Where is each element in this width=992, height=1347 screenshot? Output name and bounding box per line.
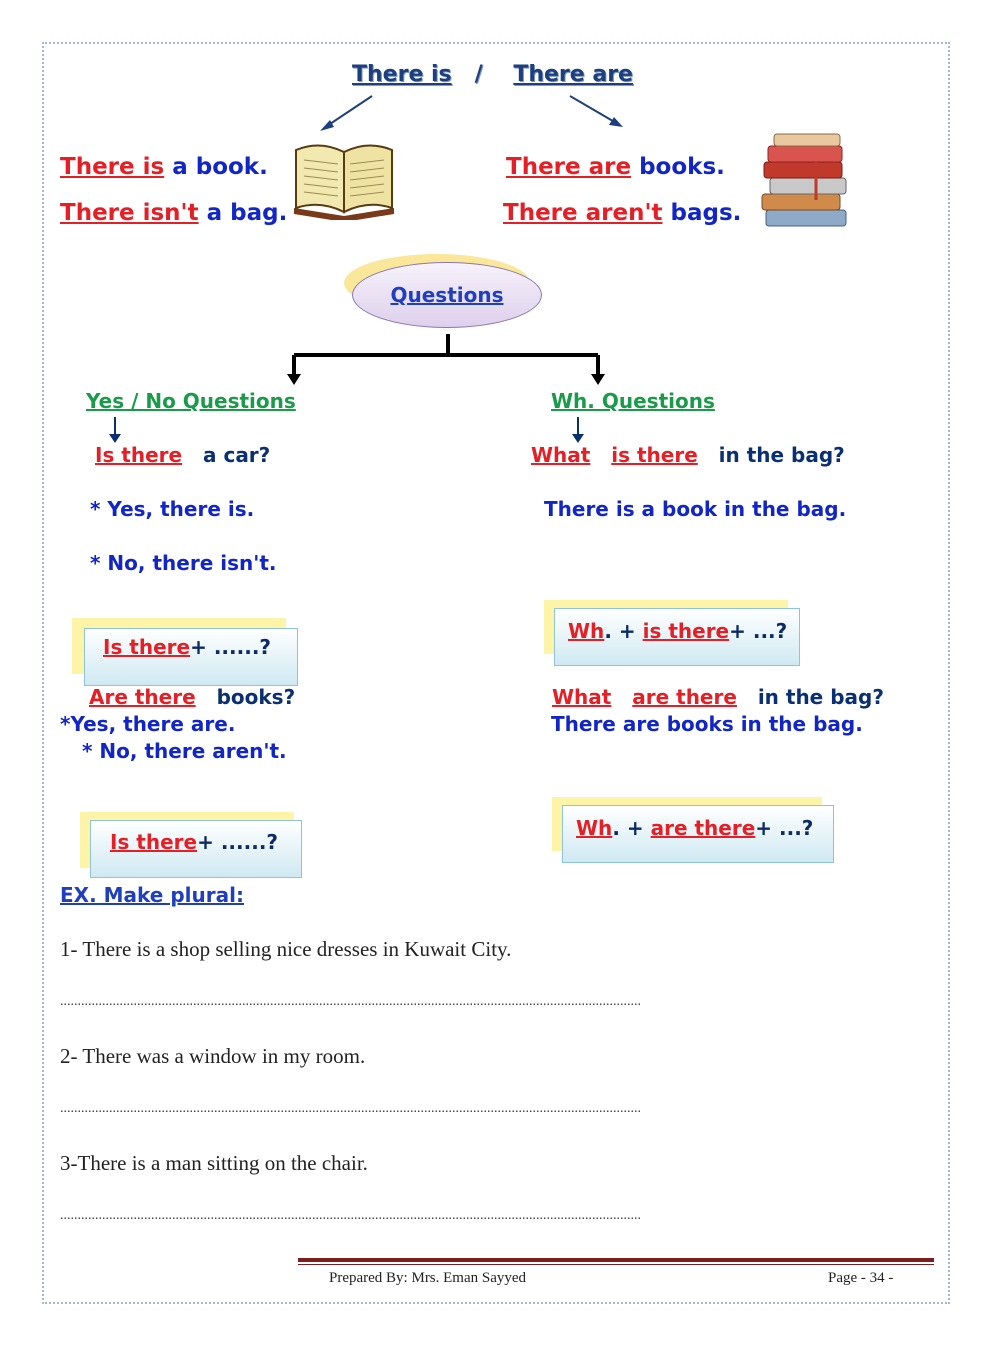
word-wh: Wh bbox=[576, 816, 613, 840]
phrase-there-isnt: There isn't bbox=[60, 200, 199, 226]
answer-no-plural: * No, there aren't. bbox=[82, 739, 287, 763]
wh-arrow bbox=[569, 416, 587, 444]
footer-rule-thick bbox=[298, 1258, 934, 1262]
answer-yes-plural: *Yes, there are. bbox=[60, 712, 236, 736]
open-book-icon bbox=[288, 138, 400, 220]
formula-box-is-there-1 bbox=[72, 618, 298, 690]
questions-label: Questions bbox=[390, 283, 504, 307]
wh-question-plural bbox=[552, 685, 884, 709]
answer-blank-3[interactable]: ...................................................................................................................................................................... bbox=[60, 1208, 641, 1223]
page-title bbox=[352, 62, 633, 87]
formula-label bbox=[103, 635, 271, 659]
formula-rest: + ......? bbox=[190, 635, 272, 659]
formula-plus: . + bbox=[604, 619, 636, 643]
word-wh: Wh bbox=[568, 619, 605, 643]
wh-answer-plural: There are books in the bag. bbox=[551, 712, 863, 736]
questions-tree-connector bbox=[280, 332, 610, 388]
exercise-item-3: 3-There is a man sitting on the chair. bbox=[60, 1151, 368, 1175]
example-rest: books. bbox=[639, 154, 725, 180]
phrase-is-there: is there bbox=[642, 619, 730, 643]
formula-rest: + ...? bbox=[729, 619, 788, 643]
answer-yes: * Yes, there is. bbox=[90, 497, 255, 521]
example-rest: a book. bbox=[172, 154, 268, 180]
word-what: What bbox=[531, 443, 591, 467]
exercise-item-2: 2- There was a window in my room. bbox=[60, 1044, 366, 1068]
questions-oval bbox=[352, 262, 542, 328]
formula-plus: . + bbox=[612, 816, 644, 840]
example-rest: bags. bbox=[670, 200, 742, 226]
phrase-are-there: are there bbox=[650, 816, 756, 840]
phrase-there-are: There are bbox=[506, 154, 632, 180]
formula-label bbox=[568, 619, 787, 643]
formula-label bbox=[110, 830, 278, 854]
answer-blank-2[interactable]: ...................................................................................................................................................................... bbox=[60, 1101, 641, 1116]
example-there-are bbox=[506, 154, 725, 180]
example-there-is bbox=[60, 154, 268, 180]
formula-box-is-there-2 bbox=[80, 812, 304, 880]
answer-no: * No, there isn't. bbox=[90, 551, 277, 575]
title-there-are: There are bbox=[513, 62, 633, 87]
question-rest: in the bag? bbox=[757, 685, 884, 709]
example-rest: a bag. bbox=[206, 200, 288, 226]
title-separator: / bbox=[474, 62, 483, 87]
book-stack-icon bbox=[756, 132, 856, 234]
exercise-heading: EX. Make plural: bbox=[60, 883, 244, 907]
example-there-arent bbox=[503, 200, 741, 226]
wh-heading: Wh. Questions bbox=[551, 389, 715, 413]
formula-label bbox=[576, 816, 813, 840]
yes-no-heading: Yes / No Questions bbox=[86, 389, 296, 413]
wh-question bbox=[531, 443, 845, 467]
phrase-is-there: Is there bbox=[95, 443, 183, 467]
word-what: What bbox=[552, 685, 612, 709]
footer-page-number: Page - 34 - bbox=[828, 1270, 894, 1286]
question-rest: in the bag? bbox=[718, 443, 845, 467]
phrase-there-is: There is bbox=[60, 154, 165, 180]
formula-rest: + ...? bbox=[755, 816, 814, 840]
wh-answer: There is a book in the bag. bbox=[544, 497, 847, 521]
question-rest: books? bbox=[216, 685, 296, 709]
phrase-are-there: are there bbox=[632, 685, 737, 709]
title-there-is: There is bbox=[352, 62, 452, 87]
formula-box-wh-is-there bbox=[544, 600, 804, 668]
footer-rule-thin bbox=[298, 1264, 934, 1265]
phrase-is-there: is there bbox=[611, 443, 698, 467]
exercise-item-1: 1- There is a shop selling nice dresses in Kuwait City. bbox=[60, 937, 512, 961]
formula-box-wh-are-there bbox=[552, 797, 836, 865]
phrase-are-there: Are there bbox=[89, 685, 196, 709]
phrase-there-arent: There aren't bbox=[503, 200, 663, 226]
phrase-is-there: Is there bbox=[110, 830, 198, 854]
title-arrows bbox=[300, 90, 640, 140]
yes-no-question-plural bbox=[89, 685, 295, 709]
answer-blank-1[interactable]: ...................................................................................................................................................................... bbox=[60, 994, 641, 1009]
question-rest: a car? bbox=[203, 443, 271, 467]
yes-no-question bbox=[95, 443, 270, 467]
formula-rest: + ......? bbox=[197, 830, 279, 854]
phrase-is-there: Is there bbox=[103, 635, 191, 659]
yes-no-arrow bbox=[106, 416, 124, 444]
footer-prepared-by: Prepared By: Mrs. Eman Sayyed bbox=[329, 1270, 527, 1286]
example-there-isnt bbox=[60, 200, 287, 226]
